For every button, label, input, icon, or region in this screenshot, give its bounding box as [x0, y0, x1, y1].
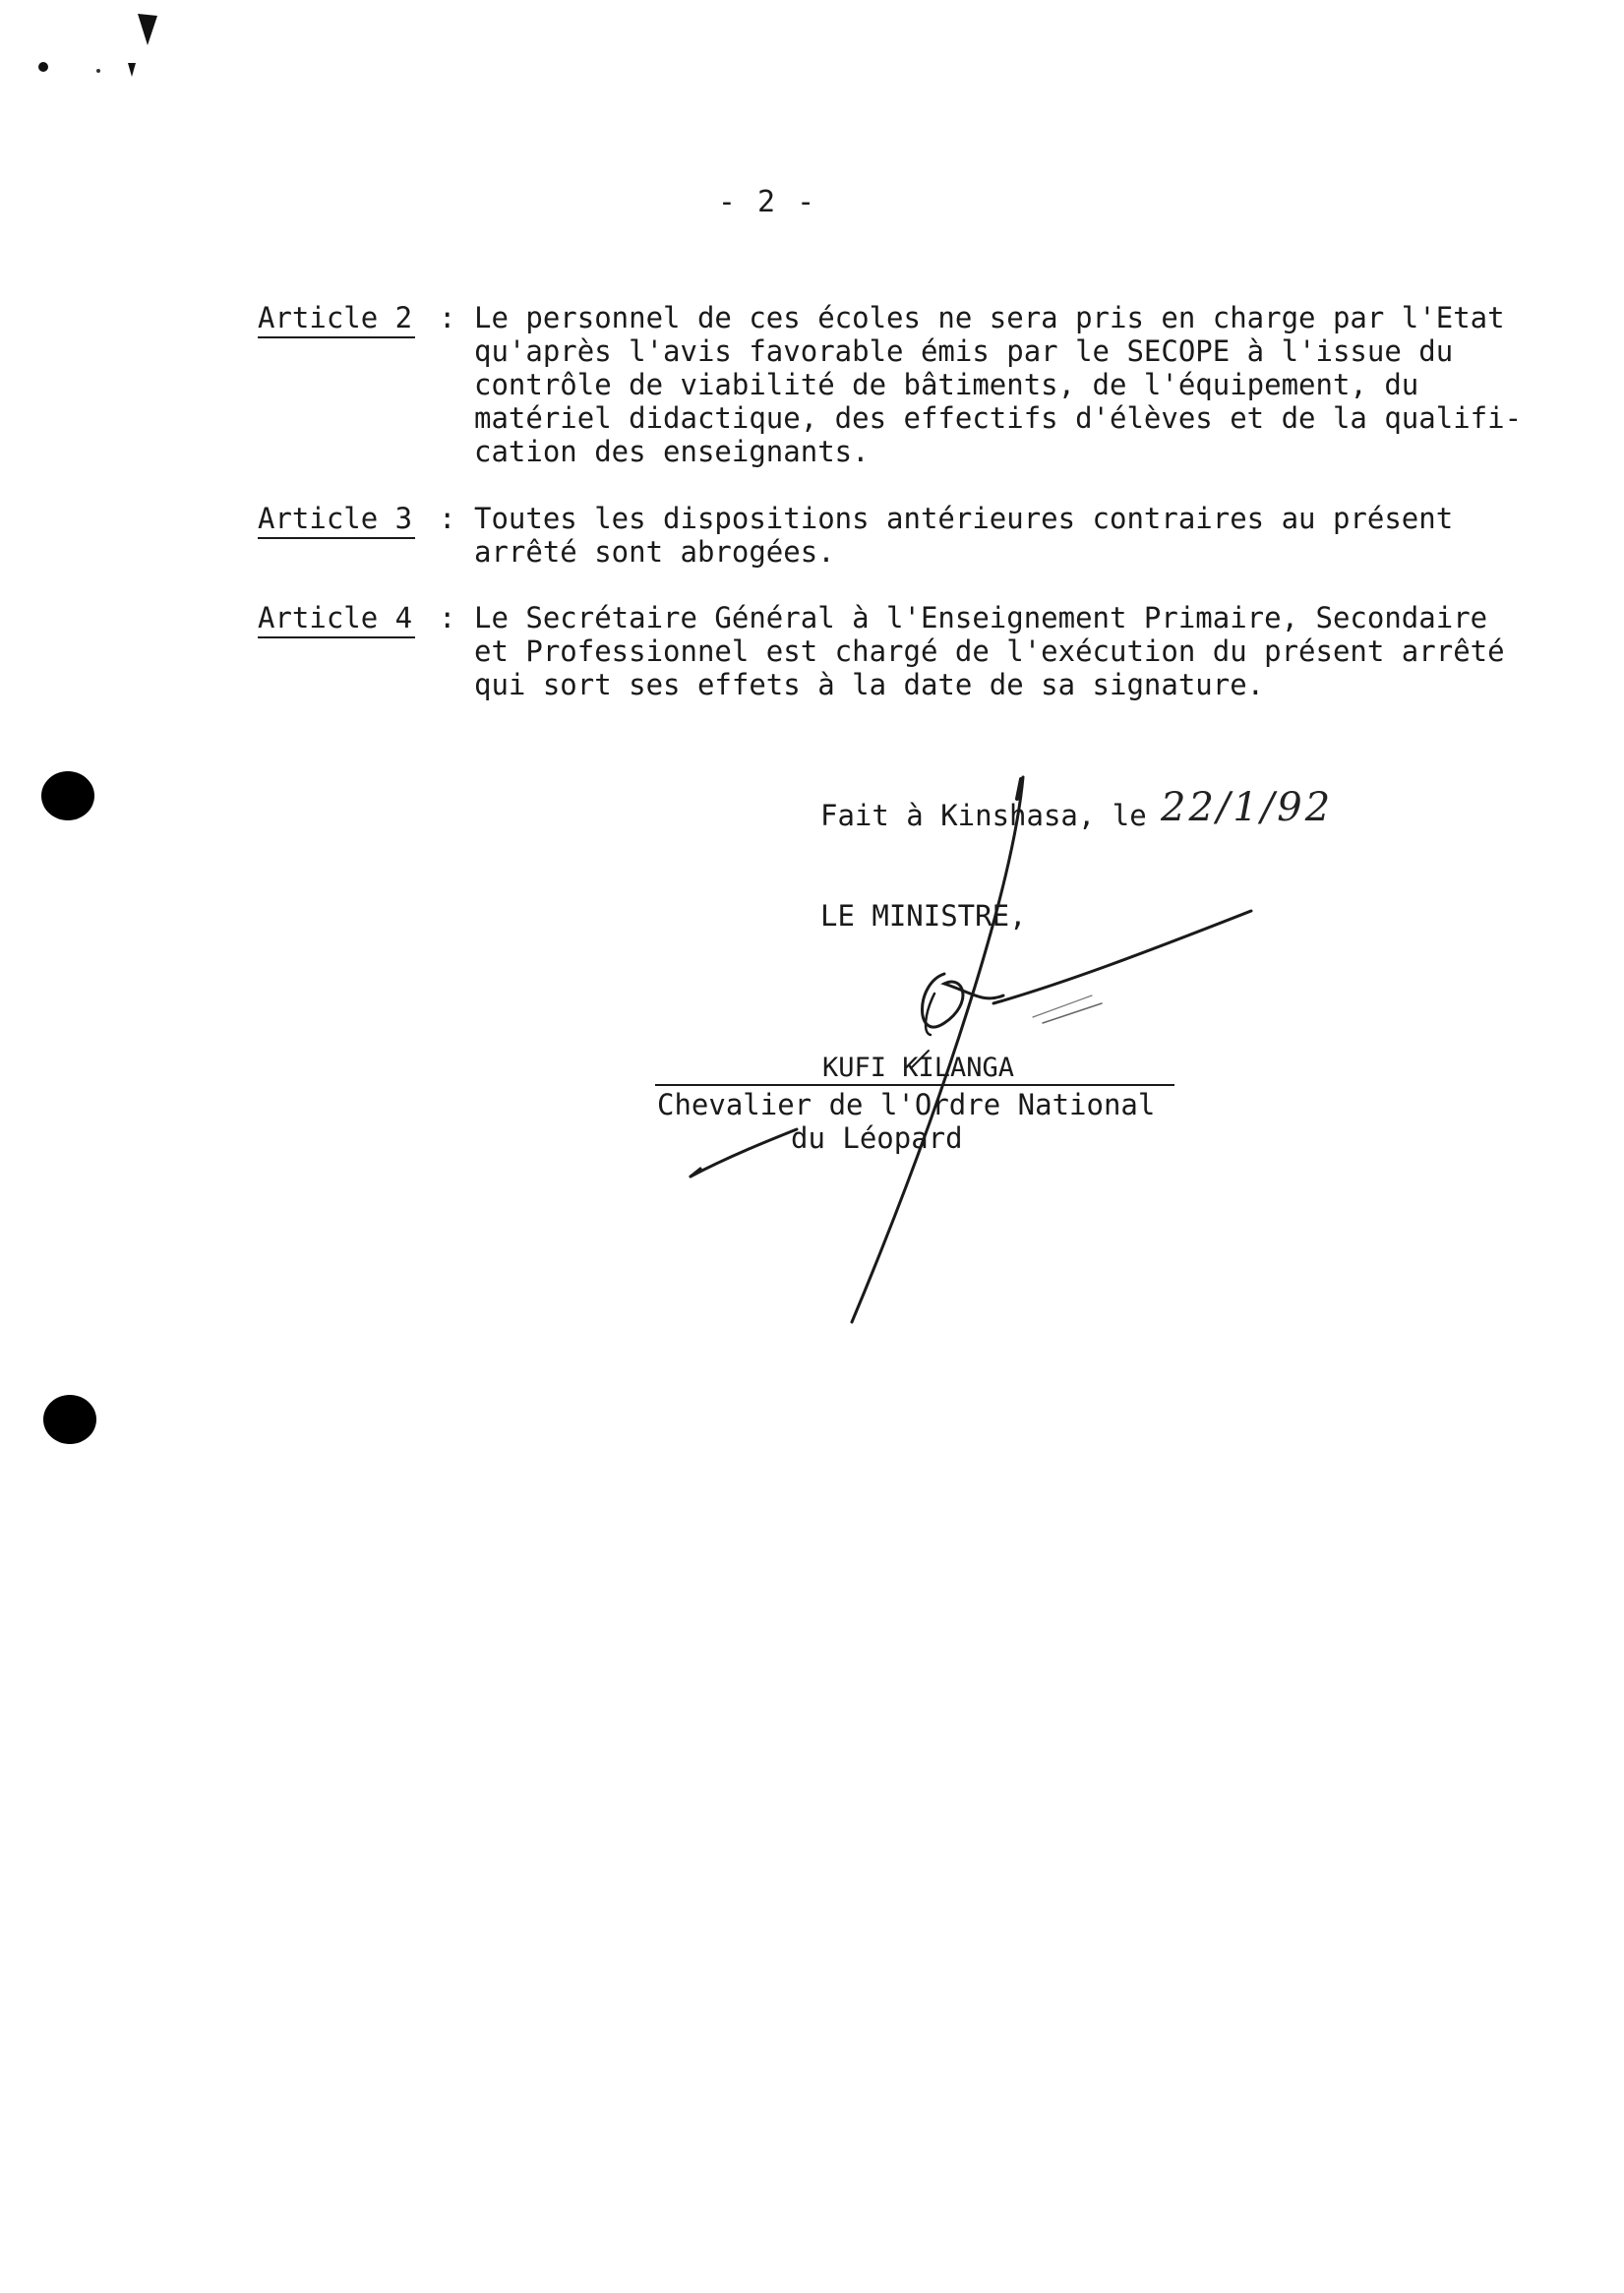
article-text — [474, 301, 1523, 468]
text-line: qu'après l'avis favorable émis par le SECOPE à l'issue du — [474, 334, 1454, 368]
text-line: matériel didactique, des effectifs d'élèves et de la qualifi- — [474, 401, 1523, 435]
text-line: qui sort ses effets à la date de sa signature. — [474, 668, 1265, 701]
page-number: - 2 - — [717, 185, 817, 219]
text-line: Toutes les dispositions antérieures contraires au présent — [474, 502, 1454, 535]
article-text — [474, 502, 1517, 569]
text-line: arrêté sont abrogées. — [474, 535, 835, 569]
article-colon: : — [439, 301, 456, 334]
place-date-text: Fait à Kinshasa, le — [820, 799, 1147, 832]
scan-marks — [0, 0, 197, 98]
article-label: Article 4 — [258, 601, 415, 638]
article-text — [474, 601, 1517, 701]
text-line: Le personnel de ces écoles ne sera pris en charge par l'Etat — [474, 301, 1505, 334]
text-line: cation des enseignants. — [474, 435, 870, 468]
punch-hole — [43, 1395, 96, 1444]
honorific-line-1: Chevalier de l'Ordre National — [657, 1088, 1156, 1121]
article-colon: : — [439, 502, 456, 535]
article-label: Article 3 — [258, 502, 415, 539]
handwritten-date: 22/1/92 — [1161, 785, 1334, 830]
article-colon: : — [439, 601, 456, 634]
signatory-name: KUFI KILANGA — [822, 1053, 1015, 1083]
text-line: contrôle de viabilité de bâtiments, de l'équipement, du — [474, 368, 1419, 401]
minister-title: LE MINISTRE, — [820, 899, 1027, 933]
text-line: et Professionnel est chargé de l'exécution du présent arrêté — [474, 634, 1505, 668]
article-label: Article 2 — [258, 301, 415, 338]
punch-hole — [41, 771, 94, 820]
text-line: Le Secrétaire Général à l'Enseignement Primaire, Secondaire — [474, 601, 1488, 634]
honorific-line-2: du Léopard — [791, 1121, 963, 1155]
signature-rule — [655, 1084, 1174, 1086]
